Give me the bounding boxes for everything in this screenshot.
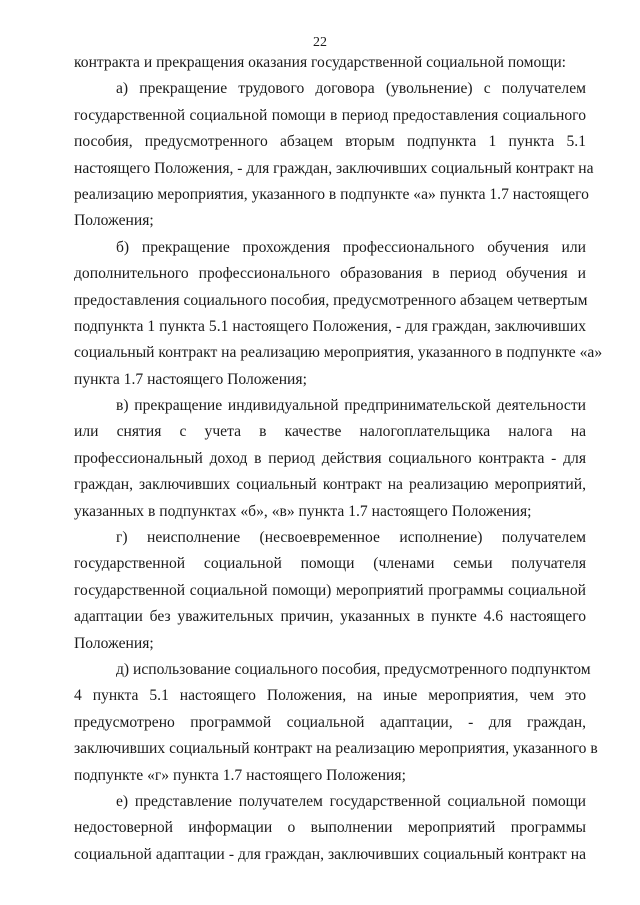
paragraph-g-line: государственной социальной помощи) мероприятий программы социальной (74, 581, 586, 599)
paragraph-a-line: а) прекращение трудового договора (увольнение) с получателем (116, 80, 586, 98)
paragraph-a-line: настоящего Положения, - для граждан, заключивших социальный контракт на (74, 159, 594, 177)
page-number: 22 (313, 35, 327, 50)
paragraph-e-line: е) представление получателем государственной социальной помощи (116, 792, 586, 810)
paragraph-a-line: пособия, предусмотренного абзацем вторым подпункта 1 пункта 5.1 (74, 133, 586, 151)
paragraph-g-line: адаптации без уважительных причин, указанных в пункте 4.6 настоящего (74, 608, 586, 626)
paragraph-b-line: пункта 1.7 настоящего Положения; (74, 370, 307, 388)
paragraph-b-line: подпункта 1 пункта 5.1 настоящего Положения, - для граждан, заключивших (74, 317, 586, 335)
paragraph-intro-line: контракта и прекращения оказания государственной социальной помощи: (74, 54, 567, 71)
paragraph-g-line: Положения; (74, 634, 154, 652)
paragraph-a-line: государственной социальной помощи в период предоставления социального (74, 106, 586, 124)
paragraph-d-line: заключивших социальный контракт на реализацию мероприятия, указанного в (74, 740, 598, 758)
paragraph-d-line: предусмотрено программой социальной адаптации, - для граждан, (74, 713, 586, 731)
paragraph-e-line: недостоверной информации о выполнении мероприятий программы (74, 819, 586, 837)
paragraph-b-line: дополнительного профессионального образования в период обучения и (74, 265, 586, 283)
paragraph-v-line: или снятия с учета в качестве налогоплательщика налога на (74, 423, 586, 441)
paragraph-v-line: в) прекращение индивидуальной предпринимательской деятельности (116, 397, 586, 415)
paragraph-a-line: Положения; (74, 212, 154, 230)
paragraph-v-line: профессиональный доход в период действия социального контракта - для (74, 449, 586, 467)
paragraph-d-line: д) использование социального пособия, предусмотренного подпунктом (116, 660, 591, 678)
paragraph-v-line: указанных в подпунктах «б», «в» пункта 1.7 настоящего Положения; (74, 502, 532, 520)
paragraph-b-line: социальный контракт на реализацию мероприятия, указанного в подпункте «а» (74, 344, 603, 362)
paragraph-b-line: предоставления социального пособия, предусмотренного абзацем четвертым (74, 291, 588, 309)
paragraph-b-line: б) прекращение прохождения профессионального обучения или (116, 238, 586, 256)
paragraph-g-line: государственной социальной помощи (членами семьи получателя (74, 555, 586, 573)
paragraph-v-line: граждан, заключивших социальный контракт на реализацию мероприятий, (74, 476, 586, 494)
paragraph-e-line: социальной адаптации - для граждан, заключивших социальный контракт на (74, 845, 586, 863)
paragraph-g-line: г) неисполнение (несвоевременное исполнение) получателем (116, 529, 586, 547)
paragraph-d-line: 4 пункта 5.1 настоящего Положения, на иные мероприятия, чем это (74, 687, 586, 705)
document-body (74, 50, 603, 868)
paragraph-a-line: реализацию мероприятия, указанного в подпункте «а» пункта 1.7 настоящего (74, 185, 589, 203)
paragraph-d-line: подпункте «г» пункта 1.7 настоящего Положения; (74, 766, 406, 784)
